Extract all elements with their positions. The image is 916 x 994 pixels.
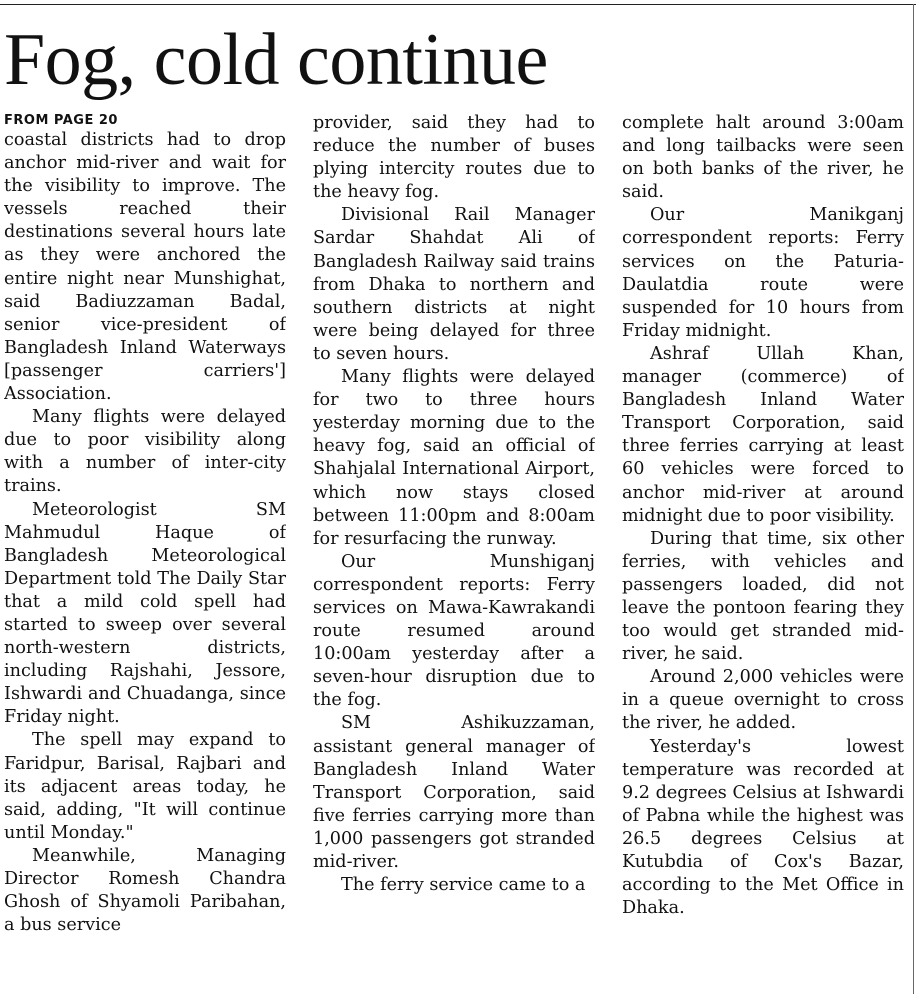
paragraph: complete halt around 3:00am and long tailbacks were seen on both banks of the river, he said. [622, 113, 904, 203]
top-rule [0, 4, 916, 5]
paragraph: provider, said they had to reduce the number of buses plying intercity routes due to the heavy fog. [313, 113, 595, 203]
column-3 [622, 112, 904, 992]
paragraph: Our Manikganj correspondent reports: Ferry services on the Paturia-Daulatdia route were suspended for 10 hours from Friday midnight. [622, 205, 904, 341]
headline: Fog, cold continue [4, 19, 548, 101]
paragraph: Meteorologist SM Mahmudul Haque of Bangladesh Meteorological Department told The Daily Star that a mild cold spell had started to sweep over several north-western districts, including Rajshahi, Jessore, Ishwardi and Chuadanga, since Friday night. [4, 499, 286, 728]
paragraph: The spell may expand to Faridpur, Barisal, Rajbari and its adjacent areas today, he said, adding, "It will continue until Monday." [4, 730, 286, 843]
paragraph: Divisional Rail Manager Sardar Shahdat Ali of Bangladesh Railway said trains from Dhaka to northern and southern districts at night were being delayed for three to seven hours. [313, 205, 595, 364]
paragraph: Yesterday's lowest temperature was recorded at 9.2 degrees Celsius at Ishwardi of Pabna while the highest was 26.5 degrees Celsius at Kutubdia of Cox's Bazar, according to the Met Office in Dhaka. [622, 736, 904, 919]
from-page-label: FROM PAGE 20 [4, 113, 118, 128]
paragraph: During that time, six other ferries, with vehicles and passengers loaded, did not leave the pontoon fearing they too would get stranded mid-river, he said. [622, 528, 904, 665]
paragraph: Meanwhile, Managing Director Romesh Chandra Ghosh of Shyamoli Paribahan, a bus service [4, 845, 286, 936]
paragraph: SM Ashikuzzaman, assistant general manager of Bangladesh Inland Water Transport Corporation, said five ferries carrying more than 1,000 passengers got stranded mid-river. [313, 713, 595, 872]
paragraph: Around 2,000 vehicles were in a queue overnight to cross the river, he added. [622, 667, 904, 734]
paragraph: Many flights were delayed due to poor visibility along with a number of inter-city trains. [4, 407, 286, 497]
article-body [4, 112, 904, 992]
paragraph: Our Munshiganj correspondent reports: Ferry services on Mawa-Kawrakandi route resumed around 10:00am yesterday after a seven-hour disruption due to the fog. [313, 551, 595, 711]
column-2 [313, 112, 595, 992]
paragraph: Ashraf Ullah Khan, manager (commerce) of Bangladesh Inland Water Transport Corporation, said three ferries carrying at least 60 vehicles were forced to anchor mid-river at around midnight due to poor visibility. [622, 343, 904, 526]
column-1 [4, 112, 286, 992]
right-rule [913, 4, 914, 994]
paragraph: coastal districts had to drop anchor mid-river and wait for the visibility to improve. The vessels reached their destinations several hours late as they were anchored the entire night near Munshighat, said Badiuzzaman Badal, senior vice-president of Bangladesh Inland Waterways [passenger carriers'] Association. [4, 130, 286, 405]
paragraph: Many flights were delayed for two to three hours yesterday morning due to the heavy fog, said an official of Shahjalal International Airport, which now stays closed between 11:00pm and 8:00am for resurfacing the runway. [313, 367, 595, 549]
paragraph: The ferry service came to a [341, 875, 586, 896]
